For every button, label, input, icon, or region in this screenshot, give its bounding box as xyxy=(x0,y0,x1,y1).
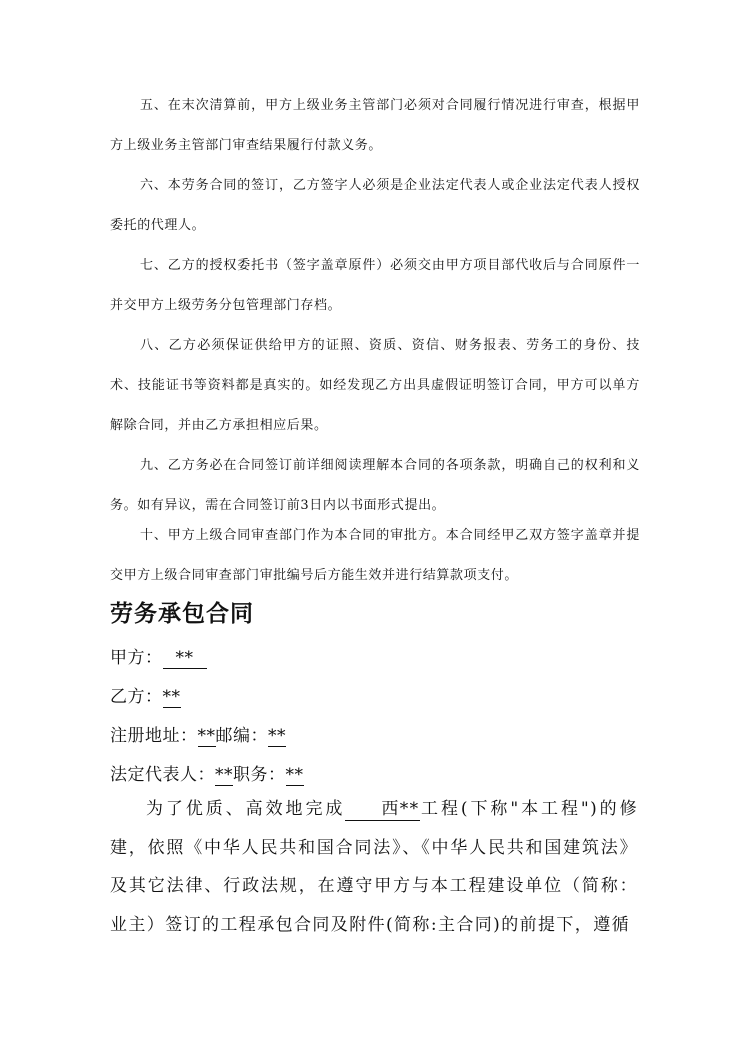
party-b-line xyxy=(110,682,181,708)
clause-6: 六、本劳务合同的签订，乙方签字人必须是企业法定代表人或企业法定代表人授权委托的代理人。 xyxy=(110,178,640,233)
clause-10: 十、甲方上级合同审查部门作为本合同的审批方。本合同经甲乙双方签字盖章并提交甲方上级合同审查部门审批编号后方能生效并进行结算款项支付。 xyxy=(110,528,640,583)
legal-rep-value: ** xyxy=(215,765,233,785)
party-a-label: 甲方： xyxy=(110,648,163,668)
party-b-value: ** xyxy=(162,687,181,707)
clause-5: 五、在末次清算前，甲方上级业务主管部门必须对合同履行情况进行审查，根据甲方上级业务主管部门审查结果履行付款义务。 xyxy=(110,98,640,153)
clause-8: 八、乙方必须保证供给甲方的证照、资质、资信、财务报表、劳务工的身份、技术、技能证书等资料都是真实的。如经发现乙方出具虚假证明签订合同，甲方可以单方解除合同，并由乙方承担相应后果。 xyxy=(110,338,640,433)
legal-rep-line xyxy=(110,760,304,786)
intro-before: 为了优质、高效地完成 xyxy=(146,799,346,819)
contract-title: 劳务承包合同 xyxy=(110,601,254,627)
address-value: ** xyxy=(197,726,216,746)
position-label: 职务： xyxy=(233,765,286,785)
address-line xyxy=(110,721,286,747)
clause-9: 九、乙方务必在合同签订前详细阅读理解本合同的各项条款，明确自己的权利和义务。如有异议，需在合同签订前3日内以书面形式提出。 xyxy=(110,458,640,513)
position-value: ** xyxy=(285,765,304,785)
clause-7: 七、乙方的授权委托书（签字盖章原件）必须交由甲方项目部代收后与合同原件一并交甲方上级劳务分包管理部门存档。 xyxy=(110,258,640,313)
postcode-value: ** xyxy=(268,726,286,746)
legal-rep-label: 法定代表人： xyxy=(110,765,215,785)
contract-intro-paragraph xyxy=(110,790,638,944)
address-label: 注册地址： xyxy=(110,726,198,746)
party-a-value: ** xyxy=(163,649,207,669)
party-a-line xyxy=(110,643,207,669)
postcode-label: 邮编： xyxy=(215,726,268,746)
party-b-label: 乙方： xyxy=(110,687,163,707)
intro-project-name: 西** xyxy=(345,799,419,821)
intro-after: 工程(下称"本工程")的修建，依照《中华人民共和国合同法》、《中华人民共和国建筑法》及其它法律、行政法规，在遵守甲方与本工程建设单位（简称：业主）签订的工程承包合同及附件(简称:主合同)的前提下，遵循 xyxy=(110,799,638,935)
